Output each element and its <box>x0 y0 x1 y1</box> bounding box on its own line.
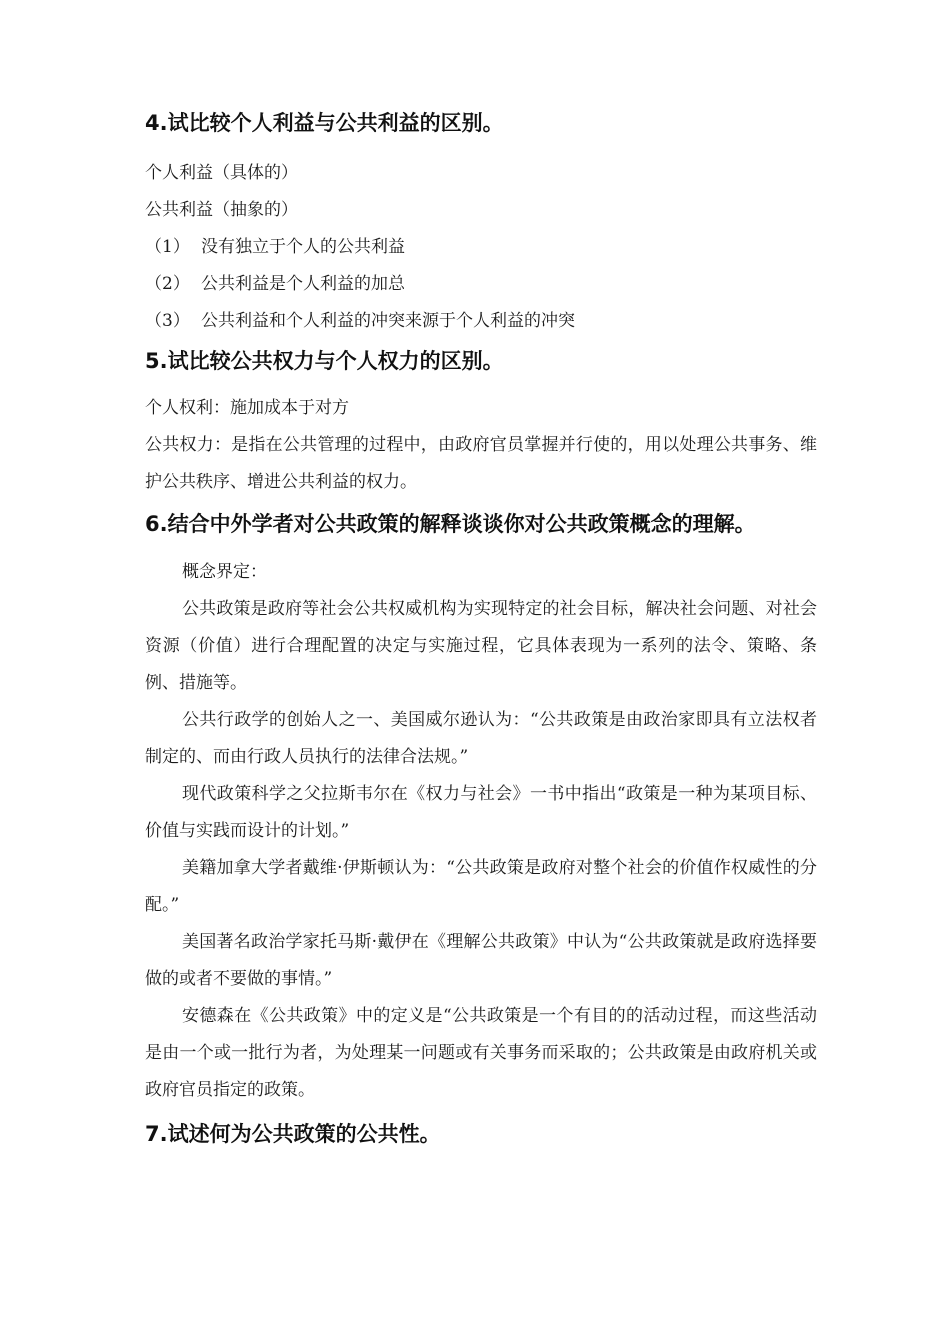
list-item-number: （2） <box>145 274 190 294</box>
section-7-heading: 7.试述何为公共政策的公共性。 <box>145 1122 441 1146</box>
section-5-paragraph: 个人权利：施加成本于对方 <box>145 398 349 418</box>
list-item-number: （1） <box>145 237 190 257</box>
section-6-body <box>145 554 817 1109</box>
section-6-paragraph: 美籍加拿大学者戴维·伊斯顿认为：“公共政策是政府对整个社会的价值作权威性的分配。” <box>145 858 817 915</box>
list-item <box>145 266 817 303</box>
section-4-line: 公共利益（抽象的） <box>145 200 298 220</box>
section-6-paragraph: 安德森在《公共政策》中的定义是“公共政策是一个有目的的活动过程，而这些活动是由一个或一批行为者，为处理某一问题或有关事务而采取的；公共政策是由政府机关或政府官员指定的政策。 <box>145 1006 817 1100</box>
section-6-label: 概念界定： <box>182 562 267 582</box>
section-6-paragraph: 公共政策是政府等社会公共权威机构为实现特定的社会目标，解决社会问题、对社会资源（价值）进行合理配置的决定与实施过程，它具体表现为一系列的法令、策略、条例、措施等。 <box>145 599 817 693</box>
section-4-line: 个人利益（具体的） <box>145 163 298 183</box>
document-body <box>145 108 817 1149</box>
section-4-heading: 4.试比较个人利益与公共利益的区别。 <box>145 111 504 135</box>
list-item-text: 公共利益和个人利益的冲突来源于个人利益的冲突 <box>201 311 575 331</box>
section-4-list <box>145 229 817 340</box>
list-item <box>145 303 817 340</box>
list-item-number: （3） <box>145 311 190 331</box>
section-6-paragraph: 现代政策科学之父拉斯韦尔在《权力与社会》一书中指出“政策是一种为某项目标、价值与实践而设计的计划。” <box>145 784 817 841</box>
list-item-text: 没有独立于个人的公共利益 <box>201 237 405 257</box>
section-5-heading: 5.试比较公共权力与个人权力的区别。 <box>145 349 504 373</box>
section-6-paragraph: 公共行政学的创始人之一、美国威尔逊认为：“公共政策是由政治家即具有立法权者制定的、而由行政人员执行的法律合法规。” <box>145 710 817 767</box>
list-item-text: 公共利益是个人利益的加总 <box>201 274 405 294</box>
list-item <box>145 229 817 266</box>
section-6-heading: 6.结合中外学者对公共政策的解释谈谈你对公共政策概念的理解。 <box>145 512 756 536</box>
section-6-paragraph: 美国著名政治学家托马斯·戴伊在《理解公共政策》中认为“公共政策就是政府选择要做的或者不要做的事情。” <box>145 932 817 989</box>
section-4-body <box>145 155 817 340</box>
section-5-body <box>145 390 817 501</box>
section-5-paragraph: 公共权力：是指在公共管理的过程中，由政府官员掌握并行使的，用以处理公共事务、维护公共秩序、增进公共利益的权力。 <box>145 435 817 492</box>
